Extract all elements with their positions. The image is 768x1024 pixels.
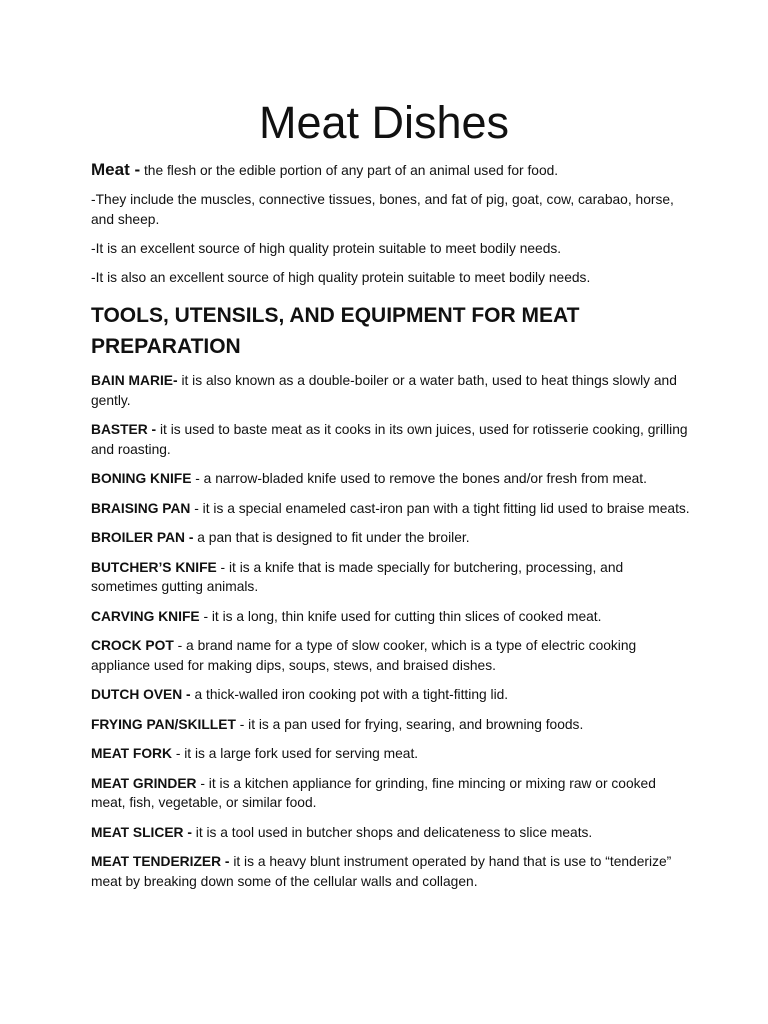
tool-description: - it is a large fork used for serving meat. — [171, 746, 419, 761]
page-title: Meat Dishes — [258, 97, 510, 148]
tool-description: a thick-walled iron cooking pot with a tight-fitting lid. — [190, 687, 509, 702]
tool-entry-meat-slicer — [91, 823, 691, 843]
tool-entry-boning-knife — [91, 469, 691, 489]
tool-term: MEAT GRINDER — [91, 775, 197, 791]
tool-entry-carving-knife — [91, 607, 691, 627]
paragraph-protein-source-repeat: -It is also an excellent source of high quality protein suitable to meet bodily needs. — [91, 270, 591, 285]
tool-term: FRYING PAN/SKILLET — [91, 716, 236, 732]
document-body — [91, 160, 691, 901]
tool-description: - it is a knife that is made specially for butchering, processing, and sometimes gutting animals. — [91, 559, 624, 594]
tool-description: it is used to baste meat as it cooks in its own juices, used for rotisserie cooking, grilling and roasting. — [91, 422, 688, 457]
tool-entry-meat-fork — [91, 744, 691, 764]
tool-term: DUTCH OVEN - — [91, 687, 191, 702]
section-heading: TOOLS, UTENSILS, AND EQUIPMENT FOR MEAT PREPARATION — [91, 304, 580, 358]
tool-term: BROILER PAN - — [91, 530, 194, 545]
definition-term: Meat - — [91, 160, 141, 179]
tool-description: - it is a special enameled cast-iron pan with a tight fitting lid used to braise meats. — [190, 500, 690, 516]
tool-term: CARVING KNIFE — [91, 608, 200, 624]
tool-term: BRAISING PAN — [91, 500, 191, 516]
tool-term: BONING KNIFE — [91, 471, 192, 486]
tool-description: - it is a long, thin knife used for cutting thin slices of cooked meat. — [199, 608, 602, 624]
tool-description: - it is a kitchen appliance for grinding, fine mincing or mixing raw or cooked meat, fish, vegetable, or similar food. — [91, 775, 656, 810]
definition-text: the flesh or the edible portion of any part of an animal used for food. — [140, 163, 559, 178]
tool-description: a pan that is designed to fit under the broiler. — [193, 530, 470, 545]
tool-entry-dutch-oven — [91, 685, 691, 705]
tool-description: - a brand name for a type of slow cooker, which is a type of electric cooking appliance used for making dips, soups, stews, and braised dishes. — [91, 638, 637, 673]
tool-entry-butchers-knife — [91, 558, 691, 597]
tool-entry-meat-tenderizer — [91, 852, 691, 891]
tool-term: BASTER - — [91, 422, 157, 437]
tool-description: it is a heavy blunt instrument operated by hand that is use to “tenderize” meat by breaking down some of the cellular walls and collagen. — [91, 854, 672, 889]
tool-term: BAIN MARIE- — [91, 373, 178, 388]
tool-description: it is also known as a double-boiler or a water bath, used to heat things slowly and gently. — [91, 373, 677, 408]
tool-term: MEAT TENDERIZER - — [91, 854, 230, 869]
tool-term: MEAT SLICER - — [91, 824, 192, 840]
paragraph-composition: -They include the muscles, connective tissues, bones, and fat of pig, goat, cow, carabao, horse, and sheep. — [91, 192, 674, 227]
tool-term: MEAT FORK — [91, 746, 172, 761]
tool-entry-baster — [91, 420, 691, 459]
meat-definition — [91, 160, 691, 181]
tool-entry-broiler-pan — [91, 528, 691, 548]
tool-entry-braising-pan — [91, 499, 691, 519]
tool-term: BUTCHER’S KNIFE — [91, 559, 217, 575]
tool-term: CROCK POT — [91, 638, 174, 653]
tool-entry-meat-grinder — [91, 774, 691, 813]
tool-entry-crock-pot — [91, 636, 691, 675]
tool-description: it is a tool used in butcher shops and delicateness to slice meats. — [191, 824, 593, 840]
tools-list — [91, 371, 691, 891]
tool-entry-bain-marie — [91, 371, 691, 410]
paragraph-protein-source: -It is an excellent source of high quality protein suitable to meet bodily needs. — [91, 241, 562, 256]
tool-entry-frying-pan — [91, 715, 691, 735]
tool-description: - it is a pan used for frying, searing, and browning foods. — [235, 716, 584, 732]
tool-description: - a narrow-bladed knife used to remove the bones and/or fresh from meat. — [191, 471, 647, 486]
